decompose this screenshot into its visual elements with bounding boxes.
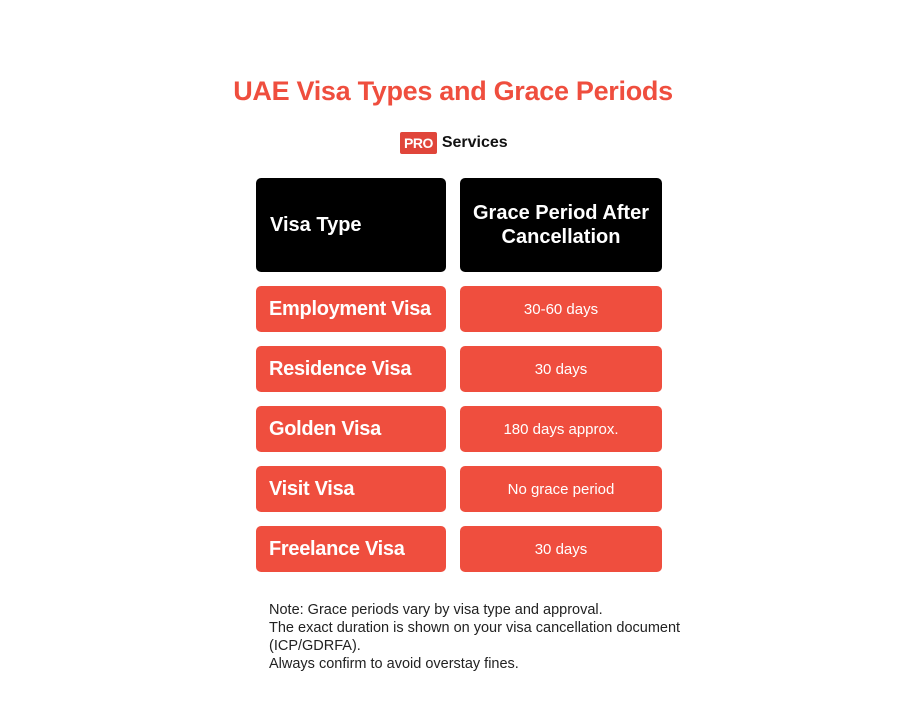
visa-type-cell: Residence Visa <box>256 346 446 392</box>
grace-period-cell: 30 days <box>460 526 662 572</box>
logo-badge: PRO <box>400 132 437 154</box>
note-line: Always confirm to avoid overstay fines. <box>269 656 519 672</box>
visa-type-cell: Freelance Visa <box>256 526 446 572</box>
note-line: Note: Grace periods vary by visa type and approval. <box>269 602 603 618</box>
pro-services-logo <box>400 132 508 154</box>
grace-period-cell: 180 days approx. <box>460 406 662 452</box>
grace-period-cell: No grace period <box>460 466 662 512</box>
note-text <box>269 601 689 673</box>
visa-type-cell: Employment Visa <box>256 286 446 332</box>
visa-type-cell: Golden Visa <box>256 406 446 452</box>
header-visa-type: Visa Type <box>256 178 446 272</box>
note-line: The exact duration is shown on your visa cancellation document (ICP/GDRFA). <box>269 620 681 654</box>
header-grace-period: Grace Period After Cancellation <box>460 178 662 272</box>
grace-period-cell: 30 days <box>460 346 662 392</box>
grace-period-cell: 30-60 days <box>460 286 662 332</box>
page-title: UAE Visa Types and Grace Periods <box>233 76 673 106</box>
logo-text: Services <box>441 134 508 151</box>
visa-type-cell: Visit Visa <box>256 466 446 512</box>
